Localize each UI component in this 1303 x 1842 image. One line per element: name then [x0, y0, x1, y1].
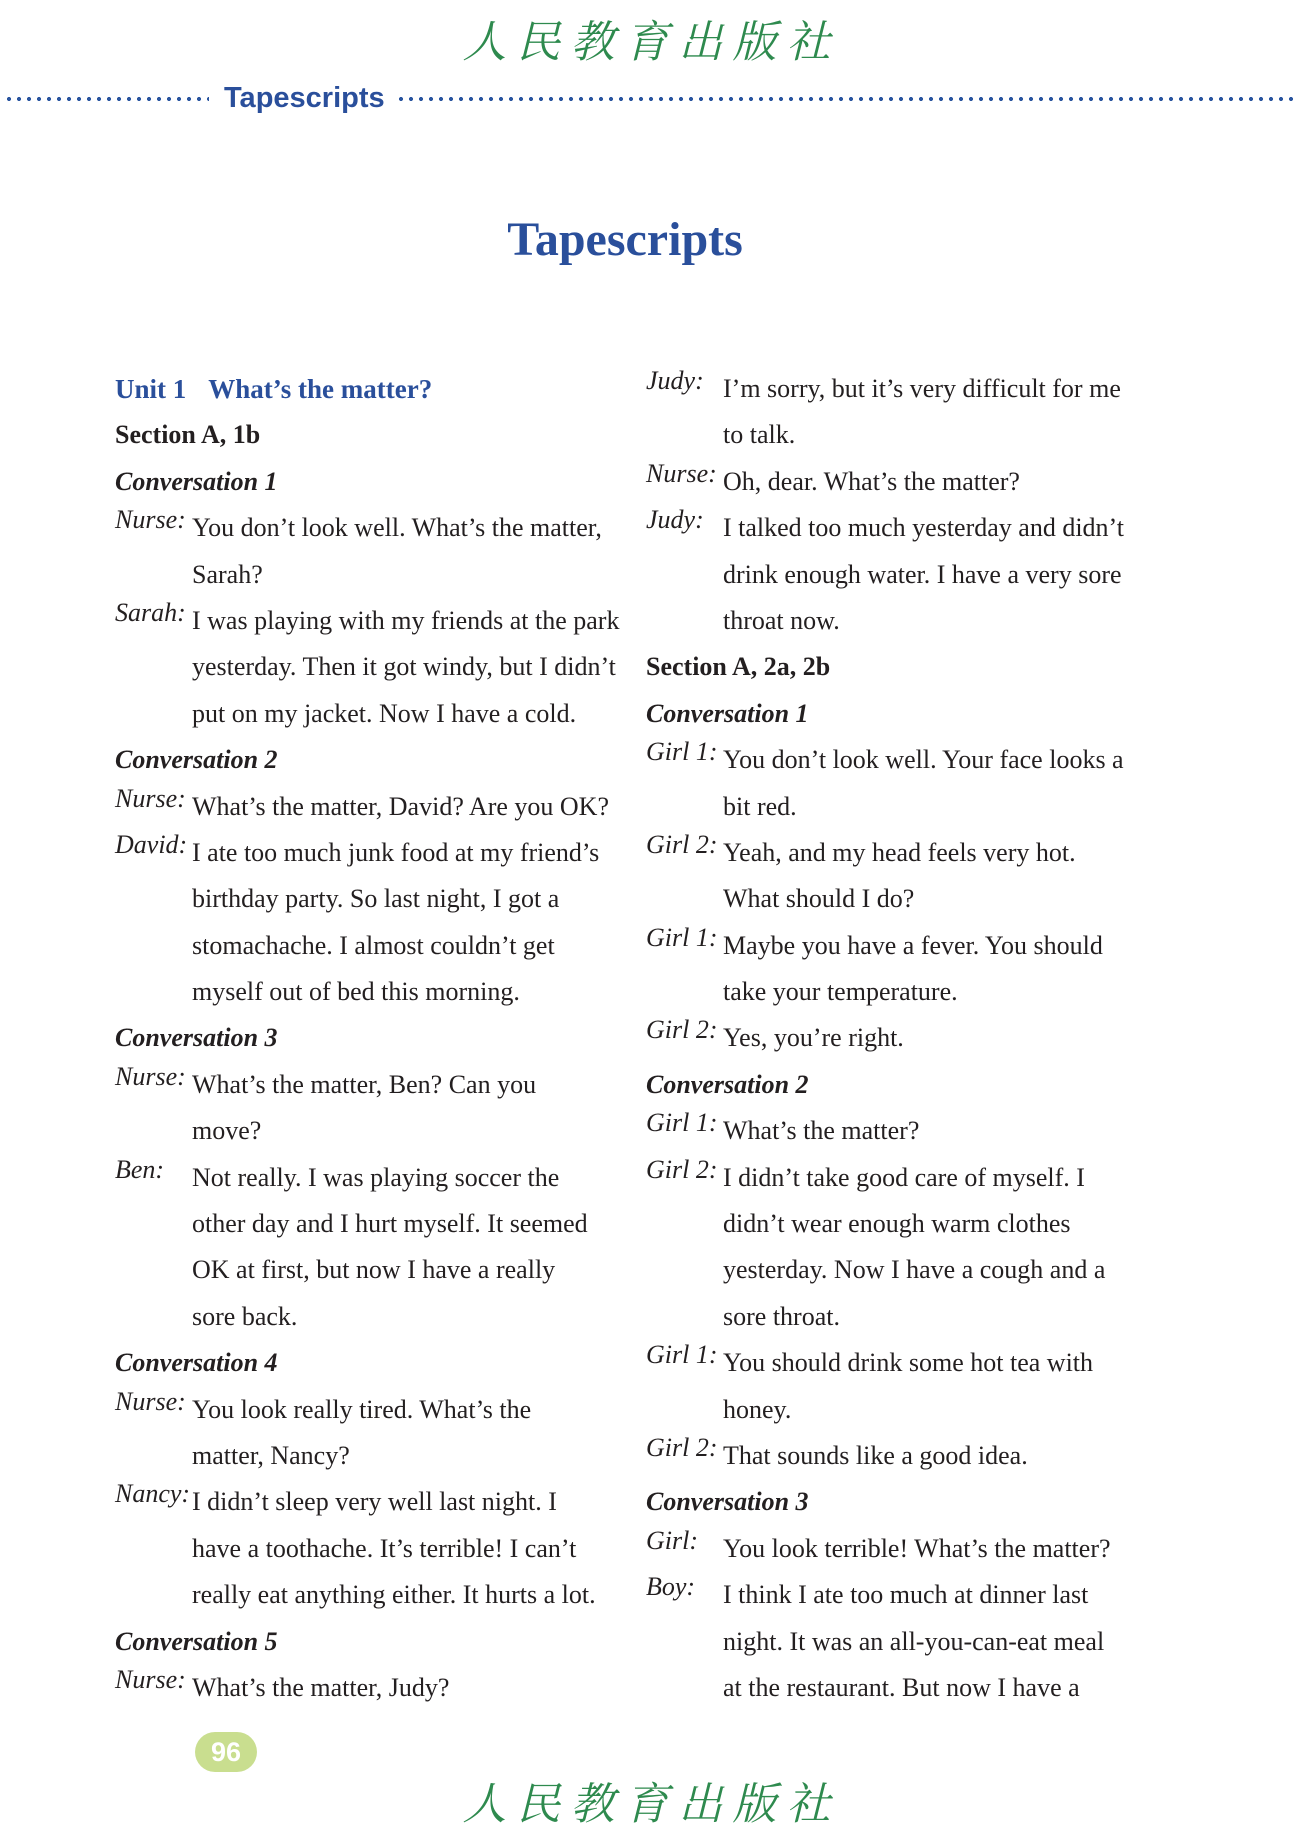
- dialogue-line: sore back.: [192, 1301, 298, 1331]
- conversation-heading: Conversation 5: [115, 1626, 278, 1656]
- section-heading: Section A, 1b: [115, 420, 261, 450]
- speaker-name: Nurse:: [115, 783, 186, 813]
- dialogue-turn: [115, 1387, 615, 1480]
- dialogue-line: You look terrible! What’s the matter?: [723, 1533, 1111, 1563]
- speaker-name: Girl 2:: [646, 1432, 718, 1462]
- dialogue-line: I think I ate too much at dinner last: [723, 1580, 1089, 1610]
- dialogue-line: stomachache. I almost couldn’t get: [192, 930, 555, 960]
- dialogue-turn: [115, 1479, 615, 1618]
- running-title: Tapescripts: [224, 82, 385, 114]
- dialogue-line: myself out of bed this morning.: [192, 977, 520, 1007]
- speaker-name: Nurse:: [646, 458, 717, 488]
- dialogue-line: What’s the matter?: [723, 1116, 920, 1146]
- dialogue-line: I’m sorry, but it’s very difficult for me: [723, 374, 1121, 403]
- dialogue-turn: [646, 1155, 1146, 1341]
- dialogue-turn: [646, 1340, 1146, 1433]
- dialogue-line: Maybe you have a fever. You should: [723, 930, 1103, 960]
- dialogue-line: I didn’t sleep very well last night. I: [192, 1487, 557, 1517]
- dialogue-line: put on my jacket. Now I have a cold.: [192, 698, 577, 728]
- dialogue-line: I talked too much yesterday and didn’t: [723, 513, 1124, 543]
- dialogue-line: didn’t wear enough warm clothes: [723, 1209, 1071, 1239]
- dialogue-line: OK at first, but now I have a really: [192, 1255, 556, 1285]
- page-number-badge: 96: [195, 1732, 257, 1772]
- dialogue-turn: [115, 1062, 615, 1155]
- dialogue-turn: [646, 1015, 1146, 1061]
- dialogue-turn: [115, 597, 620, 737]
- dialogue-line: What’s the matter, Ben? Can you: [192, 1069, 537, 1099]
- left-column: [115, 366, 620, 1711]
- dialogue-turn: [646, 1572, 1146, 1711]
- dotted-rule-right: [396, 97, 1296, 101]
- speaker-name: Nurse:: [115, 1061, 186, 1091]
- dialogue-line: to talk.: [723, 420, 796, 450]
- dialogue-line: yesterday. Then it got windy, but I didn’t: [192, 652, 616, 682]
- conversation-heading: Conversation 4: [115, 1348, 278, 1378]
- dialogue-line: sore throat.: [723, 1301, 840, 1331]
- dialogue-line: You should drink some hot tea with: [723, 1348, 1094, 1378]
- speaker-name: Nurse:: [115, 1664, 186, 1694]
- dialogue-line: What’s the matter, David? Are you OK?: [192, 791, 609, 821]
- dialogue-line: other day and I hurt myself. It seemed: [192, 1209, 588, 1239]
- speaker-name: Girl 1:: [646, 922, 718, 952]
- dialogue-line: night. It was an all-you-can-eat meal: [723, 1626, 1105, 1656]
- publisher-logo-bottom: 人民教育出版社: [462, 1779, 841, 1830]
- dialogue-line: Yes, you’re right.: [723, 1023, 904, 1053]
- section-heading: Section A, 2a, 2b: [646, 652, 831, 682]
- dialogue-turn: [646, 1433, 1146, 1479]
- dialogue-line: You look really tired. What’s the: [192, 1394, 532, 1424]
- dialogue-turn: [646, 459, 1146, 505]
- publisher-logo-top: 人民教育出版社: [462, 17, 841, 68]
- dialogue-turn: [646, 830, 1146, 923]
- speaker-name: Girl 2:: [646, 1015, 718, 1045]
- speaker-name: Judy:: [646, 366, 704, 395]
- speaker-name: Girl 2:: [646, 829, 718, 859]
- dialogue-line: Sarah?: [192, 559, 263, 589]
- speaker-name: Girl 1:: [646, 1108, 718, 1138]
- dialogue-line: really eat anything either. It hurts a lot.: [192, 1580, 596, 1610]
- dialogue-line: move?: [192, 1116, 262, 1146]
- conversation-heading: Conversation 1: [115, 466, 278, 496]
- dialogue-line: I ate too much junk food at my friend’s: [192, 837, 600, 867]
- dialogue-line: Yeah, and my head feels very hot.: [723, 837, 1076, 867]
- speaker-name: Nancy:: [115, 1479, 191, 1509]
- conversation-heading: Conversation 1: [646, 698, 809, 728]
- dialogue-turn: [646, 1108, 1146, 1154]
- dialogue-line: What should I do?: [723, 884, 915, 914]
- dialogue-line: What’s the matter, Judy?: [192, 1672, 450, 1702]
- running-header: [0, 78, 1303, 118]
- dialogue-turn: [115, 830, 615, 1016]
- dialogue-line: take your temperature.: [723, 977, 958, 1007]
- dialogue-line: at the restaurant. But now I have a: [723, 1672, 1080, 1702]
- dialogue-line: That sounds like a good idea.: [723, 1440, 1028, 1470]
- dialogue-turn: [646, 1526, 1146, 1572]
- speaker-name: Girl 1:: [646, 1340, 718, 1370]
- conversation-heading: Conversation 2: [115, 745, 278, 775]
- dialogue-turn: [646, 366, 1146, 459]
- dialogue-turn: [115, 505, 615, 598]
- speaker-name: Boy:: [646, 1572, 696, 1602]
- dialogue-line: You don’t look well. Your face looks a: [723, 745, 1124, 775]
- dialogue-line: drink enough water. I have a very sore: [723, 559, 1122, 589]
- dialogue-line: throat now.: [723, 605, 840, 635]
- dialogue-line: honey.: [723, 1394, 792, 1424]
- unit-title: What’s the matter?: [208, 374, 433, 404]
- dialogue-turn: [646, 505, 1146, 644]
- speaker-name: Nurse:: [115, 505, 186, 535]
- unit-number: Unit 1: [115, 374, 187, 404]
- dotted-rule-left: [4, 97, 209, 101]
- unit-heading: [115, 366, 615, 412]
- dialogue-line: I was playing with my friends at the park: [192, 605, 620, 635]
- dialogue-line: yesterday. Now I have a cough and a: [723, 1255, 1106, 1285]
- dialogue-turn: [646, 737, 1146, 830]
- speaker-name: Girl 2:: [646, 1154, 718, 1184]
- dialogue-line: Not really. I was playing soccer the: [192, 1162, 560, 1192]
- dialogue-line: I didn’t take good care of myself. I: [723, 1162, 1085, 1192]
- speaker-name: Judy:: [646, 505, 704, 535]
- dialogue-line: matter, Nancy?: [192, 1440, 350, 1470]
- conversation-heading: Conversation 3: [646, 1487, 809, 1517]
- dialogue-line: bit red.: [723, 791, 797, 821]
- dialogue-turn: [115, 1665, 615, 1711]
- speaker-name: David:: [115, 829, 188, 859]
- dialogue-turn: [115, 1155, 615, 1341]
- dialogue-turn: [115, 784, 615, 830]
- speaker-name: Ben:: [115, 1154, 165, 1184]
- page-title: Tapescripts: [507, 213, 743, 266]
- dialogue-line: have a toothache. It’s terrible! I can’t: [192, 1533, 577, 1563]
- speaker-name: Girl 1:: [646, 737, 718, 767]
- right-column: [646, 366, 1146, 1711]
- dialogue-line: Oh, dear. What’s the matter?: [723, 466, 1020, 496]
- dialogue-turn: [646, 923, 1146, 1016]
- conversation-heading: Conversation 2: [646, 1069, 809, 1099]
- dialogue-line: You don’t look well. What’s the matter,: [192, 513, 602, 543]
- conversation-heading: Conversation 3: [115, 1023, 278, 1053]
- speaker-name: Nurse:: [115, 1386, 186, 1416]
- speaker-name: Girl:: [646, 1525, 698, 1555]
- dialogue-line: birthday party. So last night, I got a: [192, 884, 560, 914]
- speaker-name: Sarah:: [115, 597, 186, 627]
